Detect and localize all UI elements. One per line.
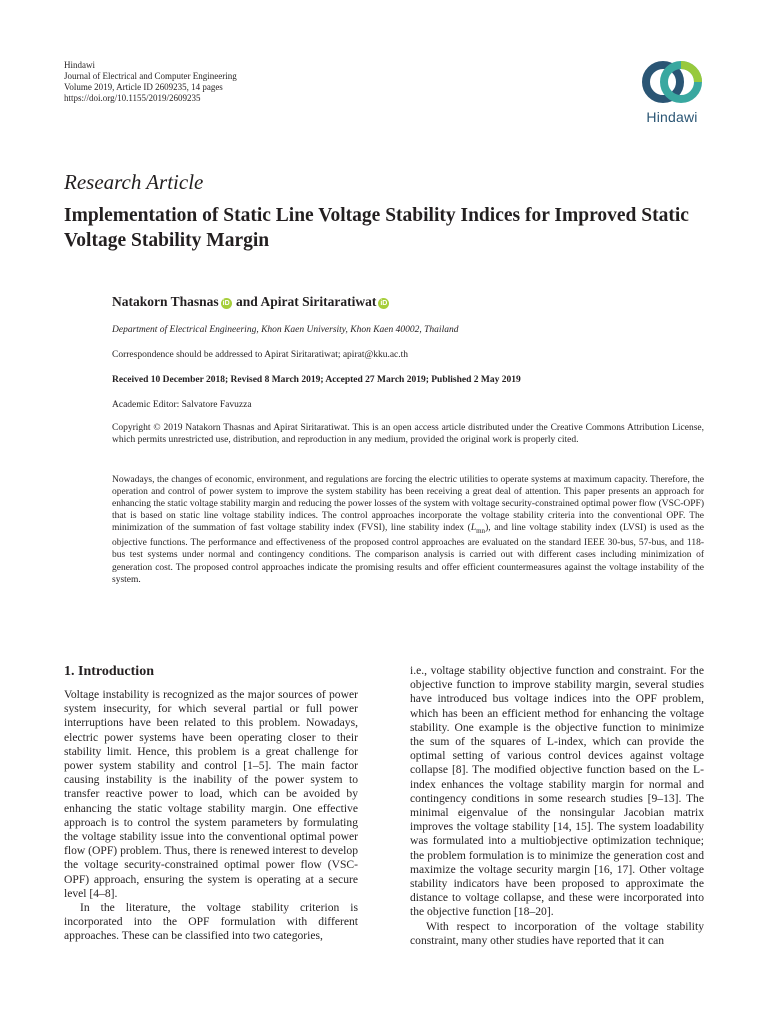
section-heading: 1. Introduction [64,664,154,679]
doi-link[interactable]: https://doi.org/10.1155/2019/2609235 [64,93,201,103]
body-paragraph: With respect to incorporation of the voltage stability constraint, many other studies have reported that it can [410,919,704,947]
copyright-notice: Copyright © 2019 Natakorn Thasnas and Apirat Siritaratiwat. This is an open access article distributed under the Creative Commons Attribution License, which permits unrestricted use, distribution, and reproduction in any medium, provided the original work is properly cited. [112,423,704,445]
hindawi-logo [632,58,712,138]
article-type: Research Article [64,170,204,194]
abstract-text [112,474,704,586]
body-column-left [64,688,358,944]
journal-name: Journal of Electrical and Computer Engineering [64,71,237,81]
body-paragraph: Voltage instability is recognized as the major sources of power system insecurity, for which several partial or full power interruptions have been related to this problem. Nowadays, electric power systems have been operating closer to their stability limit. Hence, this problem is a great challenge for power system stability and control [1–5]. The main factor causing instability is the inability of the power system to transfer reactive power to load, which can be avoided by enhancing the static voltage stability margin. One effective approach is to control the system parameters by formulating the voltage stability issue into the conventional optimal power flow (OPF) problem. Thus, there is renewed interest to develop the voltage security-constrained optimal power flow (VSC-OPF) approach, ensuring the system is operating at a secure level [4–8]. [64,688,358,900]
author-name: Apirat Siritaratiwat [260,294,377,309]
affiliation: Department of Electrical Engineering, Khon Kaen University, Khon Kaen 40002, Thailand [112,325,459,335]
publisher-name: Hindawi [64,60,95,70]
correspondence: Correspondence should be addressed to Apirat Siritaratiwat; apirat@kku.ac.th [112,350,409,360]
paper-title: Implementation of Static Line Voltage Stability Indices for Improved Static Voltage Stability Margin [64,205,689,251]
author-name: Natakorn Thasnas [112,294,219,309]
author-connector: and [236,294,258,309]
lmn-symbol: L [470,523,477,534]
orcid-icon[interactable]: iD [380,300,388,307]
author-line [112,294,390,310]
abstract [112,474,704,586]
hindawi-logo-icon [638,58,706,108]
body-paragraph: In the literature, the voltage stability criterion is incorporated into the OPF formulation with different approaches. These can be classified into two categories, [64,901,358,943]
academic-editor: Academic Editor: Salvatore Favuzza [112,400,252,410]
lmn-subscript: mn [476,527,486,536]
logo-wordmark: Hindawi [646,109,698,125]
body-paragraph: i.e., voltage stability objective function and constraint. For the objective function to improve stability margin, several studies have introduced bus voltage indices into the OPF problem, which has been an efficient method for enhancing the voltage stability. One example is the objective function to minimize the sum of the squares of L-index, which can provide the optimal setting of various control devices against voltage collapse [8]. The modified objective function based on the L-index enhances the voltage stability margin for normal and contingency conditions in some research studies [9–13]. The minimal eigenvalue of the nonsingular Jacobian matrix improves the voltage stability [14, 15]. The system loadability was formulated into a multiobjective optimization technique; the problem formulation is to minimize the generation cost and maximize the voltage security margin [16, 17]. Other voltage stability indicators have been proposed to approximate the distance to voltage collapse, and these were incorporated into the objective function [18–20]. [410,664,704,919]
body-column-right [410,664,704,948]
publication-dates: Received 10 December 2018; Revised 8 March 2019; Accepted 27 March 2019; Published 2 May 2019 [112,375,521,385]
journal-header [64,60,237,104]
volume-info: Volume 2019, Article ID 2609235, 14 pages [64,82,223,92]
abstract-text-part: Nowadays, the changes of economic, environment, and regulations are forcing the electric utilities to operate systems at maximum capacity. Therefore, the operation and control of power system to improve the system stability has been receiving a great deal of attention. This paper presents an approach for enhancing the static voltage stability margin and reducing the power losses of the system with voltage security-constrained optimal power flow (VSC-OPF) that is based on static line voltage stability indices. The control approaches incorporate the voltage stability criteria into the conventional OPF. The minimization of the summation of fast voltage stability index (FVSI), line stability index ( [112,475,704,534]
abstract-text-part: ), and line voltage stability index (LVSI) is used as the objective functions. The performance and effectiveness of the proposed control approaches are evaluated on the standard IEEE 30-bus, 57-bus, and 118-bus test systems under normal and contingency conditions. The comparison analysis is carried out with different cases including minimization of generation cost. The proposed control approaches indicate the promising results and offer efficient countermeasures against the voltage instability of the system. [112,523,704,585]
orcid-icon[interactable]: iD [222,300,230,307]
